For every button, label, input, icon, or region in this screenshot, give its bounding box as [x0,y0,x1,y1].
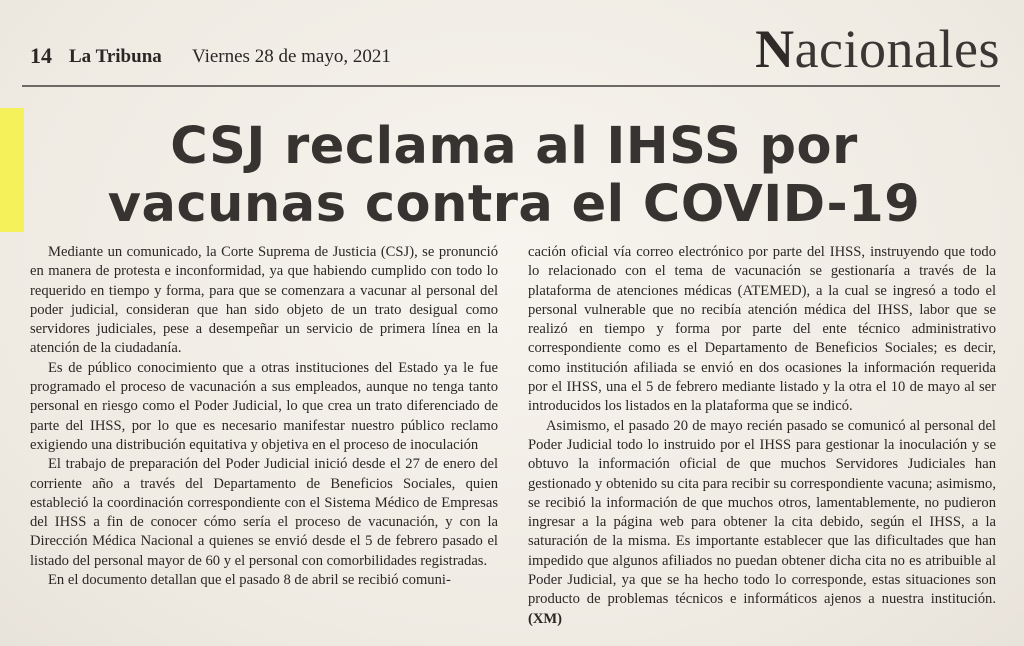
headline-line-1: CSJ reclama al IHSS por [170,117,858,176]
article-column-left [30,243,498,608]
article-column-right [528,243,996,627]
issue-date: Viernes 28 de mayo, 2021 [192,46,391,67]
newspaper-name: La Tribuna [69,46,162,67]
article-paragraph-last [528,417,996,629]
section-title [755,18,1000,80]
header-divider [22,85,1000,87]
article-body [30,243,996,627]
article-paragraph: El trabajo de preparación del Poder Judicial inició desde el 27 de enero del corriente año a través del Departamento de Beneficios Sociales, quien estableció la coordinación correspondiente con el Sistema Médico de Empresas del IHSS a fin de conocer cómo sería el proceso de vacunación, y con la Dirección Médica Nacional a quienes se envió desde el 5 de febrero pasado el listado del personal mayor de 60 y el personal con comorbilidades registradas. [30,456,498,569]
article-paragraph: Es de público conocimiento que a otras instituciones del Estado ya le fue programado el proceso de vacunación a sus empleados, aunque no tenga tanto personal en riesgo como el Poder Judicial, lo que crea un trato diferenciado de parte del IHSS, por lo que es necesario manifestar nuestro público reclamo exigiendo una distribución equitativa y objetiva en el proceso de inoculación [30,359,498,453]
article-paragraph: En el documento detallan que el pasado 8 de abril se recibió comuni- [48,572,451,589]
article-paragraph: cación oficial vía correo electrónico por parte del IHSS, instruyendo que todo lo relacionado con el tema de vacunación se gestionaría a través de la plataforma de atenciones médicas (ATEMED), a la cual se ingresó a todo el personal vulnerable que no recibía atención médica del IHSS, labor que se realizó en tiempo y forma por parte del ente técnico administrativo correspondiente como es el Departamento de Beneficios Sociales; es decir, como institución afiliada se envió en dos ocasiones la información requerida por el IHSS, una el 5 de febrero mediante listado y la otra el 10 de mayo al ser introducidos los listados en la plataforma que se indicó. [528,244,996,415]
section-title-rest: acionales [794,19,1000,79]
author-signature: (XM) [528,610,563,627]
article-headline [30,118,998,234]
page-header [22,19,1002,84]
article-paragraph: Mediante un comunicado, la Corte Suprema de Justicia (CSJ), se pronunció en manera de protesta e inconformidad, ya que habiendo cumplido con todo lo requerido en tiempo y forma, para que se comenzara a vacunar al personal del poder judicial, consideran que han sido objeto de un trato desigual como servidores judiciales, pese a desempeñar un servicio de primera línea en la atención de la ciudadanía. [30,244,498,357]
page-number: 14 [30,43,52,68]
section-title-initial: N [755,19,795,79]
article-paragraph-text: Asimismo, el pasado 20 de mayo recién pasado se comunicó al personal del Poder Judicial todo lo instruido por el IHSS para gestionar la inoculación y se obtuvo la información oficial de que muchos Servidores Judiciales han gestionado y obtenido su cita para recibir su correspondiente vacuna; asimismo, se recibió la información de que muchos otros, lamentablemente, no pudieron ingresar a la página web para obtener la cita debido, según el IHSS, a la saturación de la misma. Es importante establecer que las dificultades que han impedido que algunos afiliados no puedan obtener dicha cita no es atribuible al Poder Judicial, ya que se ha hecho todo lo corresponde, estas situaciones son producto de problemas técnicos e informáticos ajenos a nuestra institución. [528,417,996,608]
headline-line-2: vacunas contra el COVID-19 [107,175,921,234]
highlighter-mark [0,108,24,232]
